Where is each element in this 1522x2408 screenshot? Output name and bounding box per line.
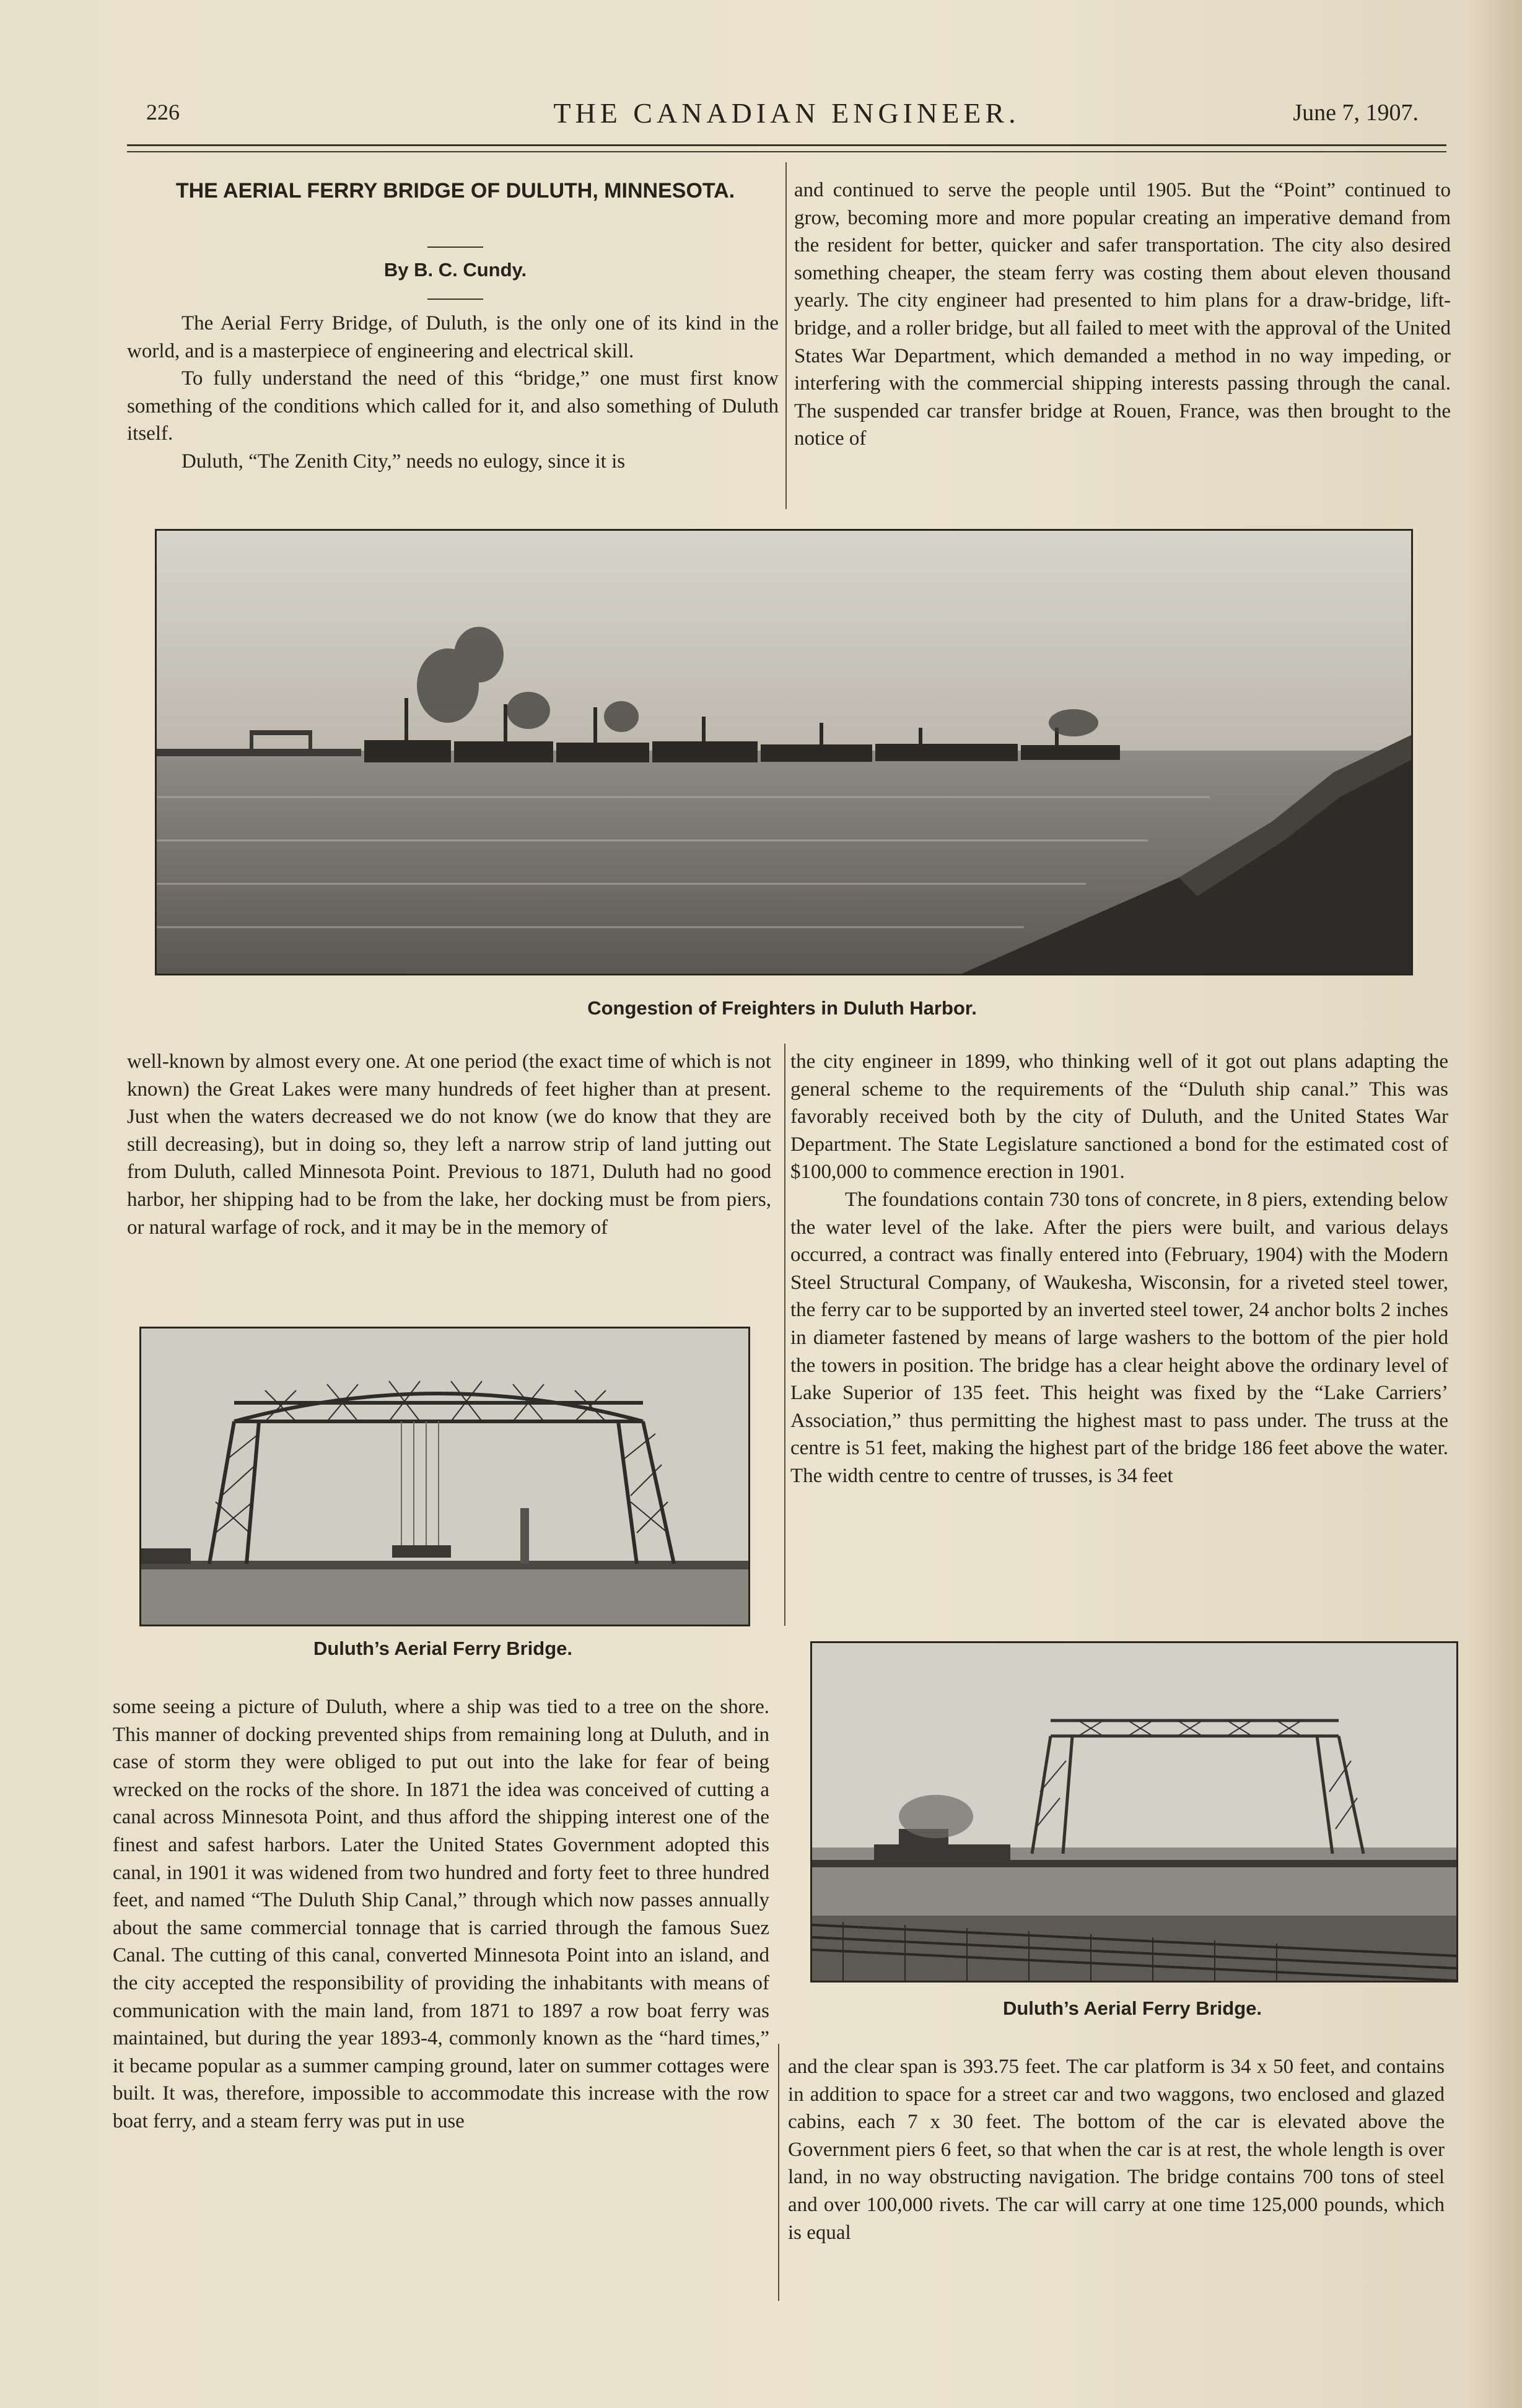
page-number: 226 bbox=[146, 100, 180, 124]
header-rule bbox=[127, 144, 1446, 146]
column-2-middle-text bbox=[790, 1048, 1448, 1490]
paragraph: and continued to serve the people until 1905. But the “Point” continued to grow, becoming more and more popular creating an imperative demand from the resident for better, quicker and safer transportation. The city also desired something cheaper, the steam ferry was costing them about eleven thousand yearly. The city engineer had presented to him plans for a draw-bridge, lift-bridge, and a roller bridge, but all failed to meet with the approval of the United States War Department, which demanded a method in no way impeding, or interfering with the commercial shipping interests passing through the canal. The suspended car transfer bridge at Rouen, France, was then brought to the notice of bbox=[794, 179, 1451, 450]
bridge-photo-1-caption: Duluth’s Aerial Ferry Bridge. bbox=[313, 1638, 572, 1659]
bridge-photo-1 bbox=[139, 1327, 750, 1626]
paragraph: some seeing a picture of Duluth, where a ship was tied to a tree on the shore. This manner of docking prevented ships from remaining long at Duluth, and in case of storm they were obliged to put out into the lake for fear of being wrecked on the rocks of the shore. In 1871 the idea was conceived of cutting a canal across Minnesota Point, and thus afford the shipping interest one of the finest and safest harbors. Later the United States Government adopted this canal, in 1901 it was widened from two hundred and forty feet to three hundred feet, and named “The Duluth Ship Canal,” through which now passes annually about the same commercial tonnage that is carried through the famous Suez Canal. The cutting of this canal, converted Minnesota Point into an island, and the city accepted the responsibility of providing the inhabitants with means of communication with the main land, from 1871 to 1897 a row boat ferry was maintained, but during the year 1893-4, commonly known as the “hard times,” it became popular as a summer camping ground, later on summer cottages were built. It was, therefore, impossible to accommodate this increase with the row boat ferry, and a steam ferry was put in use bbox=[113, 1696, 769, 2132]
paragraph: The Aerial Ferry Bridge, of Duluth, is the only one of its kind in the world, and is a masterpiece of engineering and electrical skill. bbox=[127, 312, 779, 362]
title-separator bbox=[427, 246, 483, 248]
harbor-photo-caption: Congestion of Freighters in Duluth Harbor. bbox=[587, 997, 977, 1019]
page-edge-shadow bbox=[1468, 0, 1522, 2408]
bridge-photo-2 bbox=[810, 1641, 1458, 1983]
issue-date: June 7, 1907. bbox=[1293, 100, 1419, 126]
paragraph: the city engineer in 1899, who thinking well of it got out plans adapting the general scheme to the requirements of the “Duluth ship canal.” This was favorably received both by the city of Duluth, and the United States War Department. The State Legislature sanctioned a bond for the estimated cost of $100,000 to commence erection in 1901. bbox=[790, 1050, 1448, 1184]
header-rule-secondary bbox=[127, 151, 1446, 152]
paragraph: and the clear span is 393.75 feet. The car platform is 34 x 50 feet, and contains in addition to space for a street car and two waggons, two enclosed and glazed cabins, each 7 x 30 feet. The bottom of the car is elevated above the Government piers 6 feet, so that when the car is at rest, the whole length is over land, in no way obstructing navigation. The bridge contains 700 tons of steel and over 100,000 rivets. The car will carry at one time 125,000 pounds, which is equal bbox=[788, 2056, 1445, 2244]
column-divider-top bbox=[785, 162, 787, 509]
column-1-bottom-text bbox=[113, 1693, 769, 2135]
column-1-middle-text bbox=[127, 1048, 771, 1241]
harbor-photo bbox=[155, 529, 1413, 975]
article-byline: By B. C. Cundy. bbox=[383, 259, 527, 281]
paragraph: The foundations contain 730 tons of concrete, in 8 piers, extending below the water level of the lake. After the piers were built, and various delays occurred, a contract was finally entered into (February, 1904) with the Modern Steel Structural Company, of Waukesha, Wisconsin, for a riveted steel tower, the ferry car to be supported by an inverted steel tower, 24 anchor bolts 2 inches in diameter fastened by means of large washers to the bottom of the pier hold the towers in position. The bridge has a clear height above the ordinary level of Lake Superior of 135 feet. This height was fixed by the “Lake Carriers’ Association,” thus permitting the highest mast to pass under. The truss at the centre is 51 feet, making the highest part of the bridge 186 feet above the water. The width centre to centre of trusses, is 34 feet bbox=[790, 1188, 1448, 1487]
article-title: THE AERIAL FERRY BRIDGE OF DULUTH, MINNESOTA. bbox=[175, 179, 735, 203]
column-2-top-text bbox=[794, 177, 1451, 453]
paragraph: well-known by almost every one. At one period (the exact time of which is not known) the Great Lakes were many hundreds of feet higher than at present. Just when the waters decreased we do not know (we do know that they are still decreasing), but in doing so, they left a narrow strip of land jutting out from Duluth, called Minnesota Point. Previous to 1871, Duluth had no good harbor, her shipping had to be from the lake, her docking must be from piers, or natural warfage of rock, and it may be in the memory of bbox=[127, 1050, 771, 1239]
byline-separator bbox=[427, 299, 483, 300]
journal-title: THE CANADIAN ENGINEER. bbox=[553, 97, 1020, 129]
column-1-top-text bbox=[127, 310, 779, 476]
column-divider-bottom bbox=[778, 2044, 779, 2301]
paragraph: Duluth, “The Zenith City,” needs no eulogy, since it is bbox=[182, 450, 626, 473]
column-2-bottom-text bbox=[788, 2053, 1445, 2246]
bridge-photo-2-caption: Duluth’s Aerial Ferry Bridge. bbox=[1002, 1997, 1262, 2019]
column-divider-middle bbox=[784, 1044, 785, 1626]
paragraph: To fully understand the need of this “bridge,” one must first know something of the conditions which called for it, and also something of Duluth itself. bbox=[127, 367, 779, 445]
